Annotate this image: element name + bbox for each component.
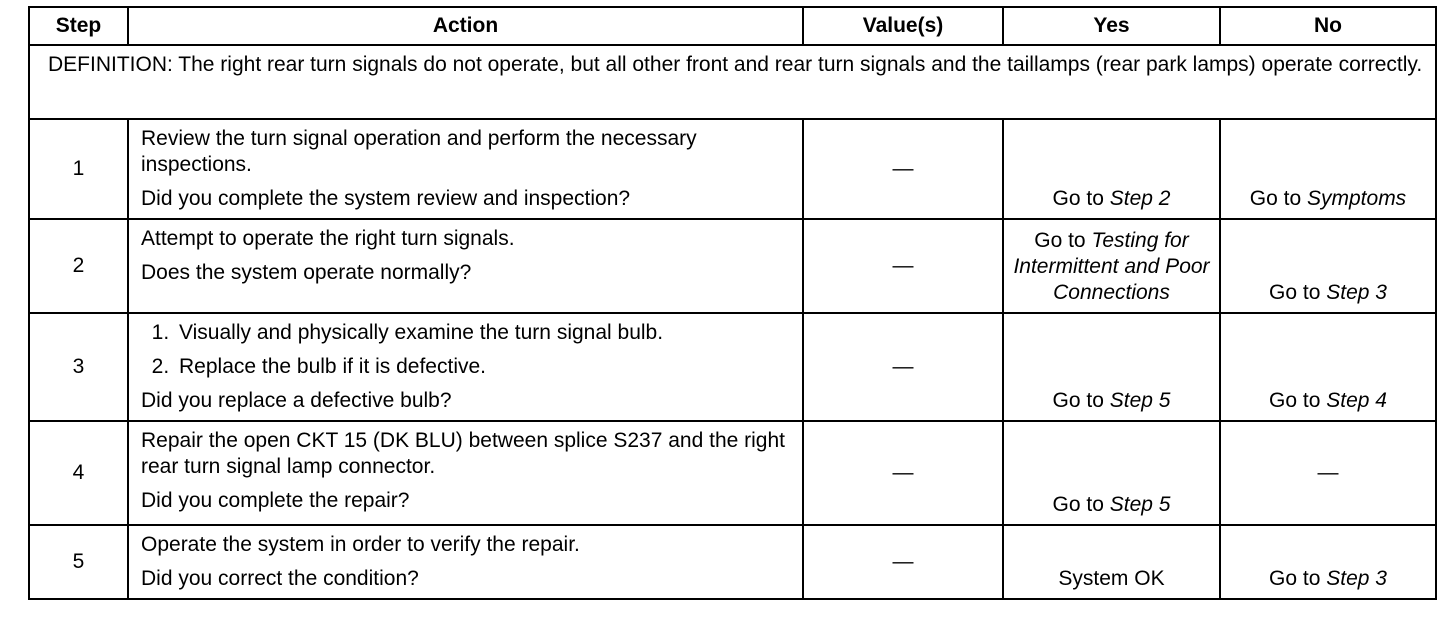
- action-list-item: 2. Replace the bulb if it is defective.: [175, 354, 792, 380]
- no-cell: —: [1220, 421, 1436, 525]
- yes-prefix: Go to: [1034, 229, 1092, 252]
- action-text: Repair the open CKT 15 (DK BLU) between splice S237 and the right rear turn signal lamp connector.: [141, 429, 785, 478]
- action-list-item: 1. Visually and physically examine the turn signal bulb.: [175, 320, 792, 346]
- no-prefix: Go to: [1249, 187, 1307, 210]
- action-cell: [128, 119, 803, 219]
- yes-cell: System OK: [1003, 525, 1220, 599]
- action-cell: [128, 219, 803, 313]
- header-action: Action: [128, 7, 803, 45]
- no-cell: [1220, 525, 1436, 599]
- definition-row: [29, 45, 1436, 119]
- action-question: Did you complete the repair?: [141, 489, 410, 512]
- yes-link[interactable]: Step 2: [1109, 187, 1171, 210]
- step-number: 2: [29, 219, 128, 313]
- value-cell: —: [803, 525, 1003, 599]
- yes-cell: [1003, 313, 1220, 421]
- no-cell: [1220, 219, 1436, 313]
- no-link[interactable]: Step 3: [1326, 281, 1387, 304]
- definition-text: DEFINITION: The right rear turn signals do not operate, but all other front and rear turn signals and the taillamps (rear park lamps) operate correctly.: [29, 45, 1436, 119]
- value-cell: —: [803, 119, 1003, 219]
- no-prefix: Go to: [1269, 567, 1327, 590]
- action-question: Did you replace a defective bulb?: [141, 389, 452, 412]
- yes-prefix: Go to: [1052, 187, 1110, 210]
- action-question: Did you complete the system review and inspection?: [141, 187, 631, 210]
- action-text: Attempt to operate the right turn signals.: [141, 227, 515, 250]
- step-number: 3: [29, 313, 128, 421]
- yes-link[interactable]: Step 5: [1109, 493, 1171, 516]
- no-link[interactable]: Step 4: [1326, 389, 1387, 412]
- value-cell: —: [803, 421, 1003, 525]
- action-text: Review the turn signal operation and perform the necessary inspections.: [141, 127, 697, 176]
- header-values: Value(s): [803, 7, 1003, 45]
- action-list: [141, 320, 792, 380]
- yes-link[interactable]: Testing for Intermittent and Poor Connections: [1013, 229, 1210, 304]
- table-row: [29, 421, 1436, 525]
- action-cell: [128, 525, 803, 599]
- action-cell: [128, 421, 803, 525]
- no-link[interactable]: Symptoms: [1307, 187, 1407, 210]
- value-cell: —: [803, 219, 1003, 313]
- step-number: 4: [29, 421, 128, 525]
- header-yes: Yes: [1003, 7, 1220, 45]
- yes-cell: [1003, 219, 1220, 313]
- action-question: Does the system operate normally?: [141, 261, 472, 284]
- yes-prefix: Go to: [1052, 493, 1110, 516]
- header-row: [29, 7, 1436, 45]
- step-number: 1: [29, 119, 128, 219]
- yes-prefix: Go to: [1052, 389, 1110, 412]
- table-row: [29, 313, 1436, 421]
- header-step: Step: [29, 7, 128, 45]
- no-cell: [1220, 313, 1436, 421]
- header-no: No: [1220, 7, 1436, 45]
- table-row: [29, 525, 1436, 599]
- value-cell: —: [803, 313, 1003, 421]
- yes-link[interactable]: Step 5: [1109, 389, 1171, 412]
- yes-cell: [1003, 421, 1220, 525]
- action-cell: [128, 313, 803, 421]
- action-text: Operate the system in order to verify the repair.: [141, 533, 580, 556]
- table-row: [29, 119, 1436, 219]
- no-link[interactable]: Step 3: [1326, 567, 1387, 590]
- action-question: Did you correct the condition?: [141, 567, 419, 590]
- step-number: 5: [29, 525, 128, 599]
- yes-cell: [1003, 119, 1220, 219]
- table-row: [29, 219, 1436, 313]
- no-prefix: Go to: [1269, 281, 1327, 304]
- diagnostic-table: [28, 6, 1437, 600]
- no-cell: [1220, 119, 1436, 219]
- no-prefix: Go to: [1269, 389, 1327, 412]
